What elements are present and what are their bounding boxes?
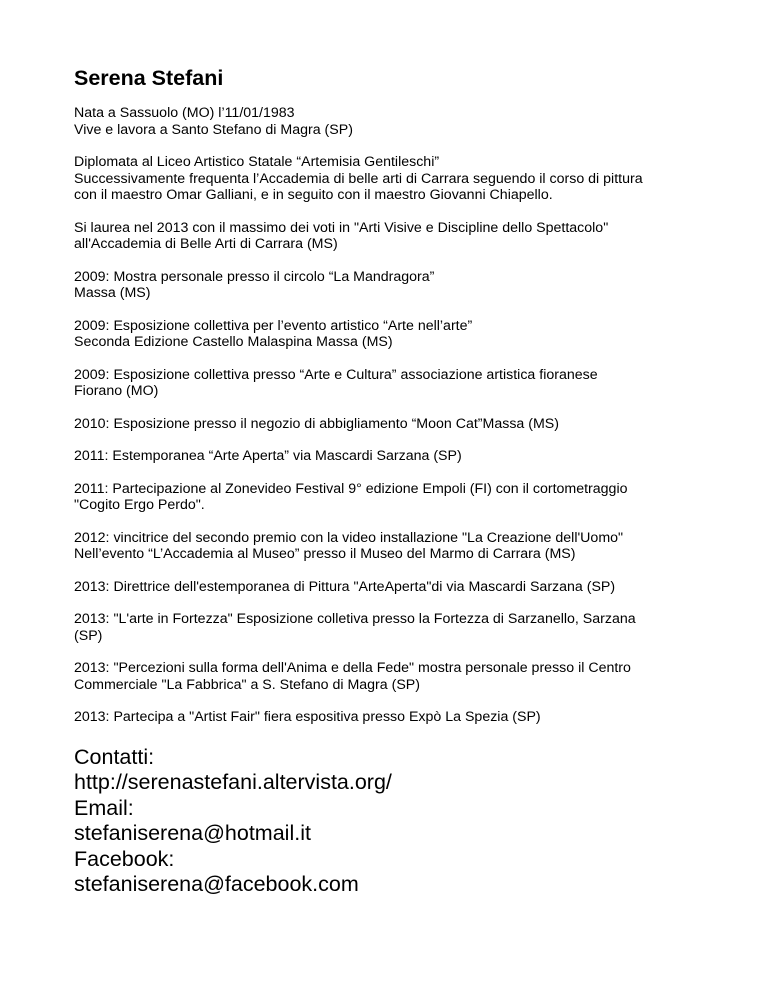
website-link[interactable]: http://serenastefani.altervista.org/ (74, 770, 392, 794)
event-line: (SP) (74, 627, 103, 644)
event-line: 2009: Esposizione collettiva per l’evento artistico “Arte nell’arte” (74, 317, 473, 334)
event-item (74, 709, 714, 726)
event-line: 2013: Direttrice dell'estemporanea di Pittura "ArteAperta"di via Mascardi Sarzana (SP) (74, 578, 616, 595)
facebook-link[interactable]: stefaniserena@facebook.com (74, 872, 359, 896)
document-page (74, 64, 714, 898)
contacts-section (74, 745, 714, 898)
event-line: 2011: Partecipazione al Zonevideo Festival 9° edizione Empoli (FI) con il cortometraggio (74, 480, 628, 497)
event-line: Massa (MS) (74, 285, 151, 301)
degree-line: all'Accademia di Belle Arti di Carrara (MS) (74, 236, 338, 252)
event-item (74, 367, 714, 400)
event-item (74, 448, 714, 465)
event-line: 2012: vincitrice del secondo premio con la video installazione "La Creazione dell'Uomo" (74, 529, 624, 546)
event-line: Nell’evento “L’Accademia al Museo” presso il Museo del Marmo di Carrara (MS) (74, 546, 576, 562)
education-line: con il maestro Omar Galliani, e in seguito con il maestro Giovanni Chiapello. (74, 187, 553, 203)
event-line: 2011: Estemporanea “Arte Aperta” via Mascardi Sarzana (SP) (74, 448, 462, 464)
page-title: Serena Stefani (74, 66, 224, 90)
event-line: "Cogito Ergo Perdo". (74, 497, 205, 513)
event-item (74, 530, 714, 563)
event-line: 2010: Esposizione presso il negozio di abbigliamento “Moon Cat”Massa (MS) (74, 415, 559, 432)
degree-info (74, 220, 714, 253)
event-item (74, 611, 714, 644)
event-line: 2009: Esposizione collettiva presso “Arte e Cultura” associazione artistica fioranese (74, 366, 598, 383)
birth-info (74, 105, 714, 138)
email-link[interactable]: stefaniserena@hotmail.it (74, 821, 311, 845)
event-line: Seconda Edizione Castello Malaspina Massa (MS) (74, 334, 393, 350)
event-item (74, 660, 714, 693)
event-line: 2013: Partecipa a "Artist Fair" fiera espositiva presso Expò La Spezia (SP) (74, 709, 541, 725)
event-line: Commerciale "La Fabbrica" a S. Stefano di Magra (SP) (74, 676, 420, 693)
email-label: Email: (74, 795, 134, 820)
event-item (74, 318, 714, 351)
degree-line: Si laurea nel 2013 con il massimo dei voti in "Arti Visive e Discipline dello Spettacolo" (74, 219, 609, 236)
event-item (74, 416, 714, 433)
education-line: Successivamente frequenta l’Accademia di belle arti di Carrara seguendo il corso di pittura (74, 170, 643, 187)
event-item (74, 481, 714, 514)
event-line: 2009: Mostra personale presso il circolo “La Mandragora” (74, 268, 435, 285)
birth-line: Nata a Sassuolo (MO) l’11/01/1983 (74, 105, 295, 121)
event-item (74, 579, 714, 596)
residence-line: Vive e lavora a Santo Stefano di Magra (SP) (74, 121, 353, 138)
event-line: 2013: "Percezioni sulla forma dell'Anima e della Fede" mostra personale presso il Centro (74, 660, 631, 676)
education-line: Diplomata al Liceo Artistico Statale “Artemisia Gentileschi” (74, 154, 440, 170)
event-item (74, 269, 714, 302)
contacts-heading: Contatti: (74, 744, 155, 769)
event-line: 2013: "L'arte in Fortezza" Esposizione colletiva presso la Fortezza di Sarzanello, Sarzana (74, 611, 636, 627)
education-info (74, 154, 714, 204)
facebook-label: Facebook: (74, 846, 175, 871)
event-line: Fiorano (MO) (74, 383, 159, 399)
